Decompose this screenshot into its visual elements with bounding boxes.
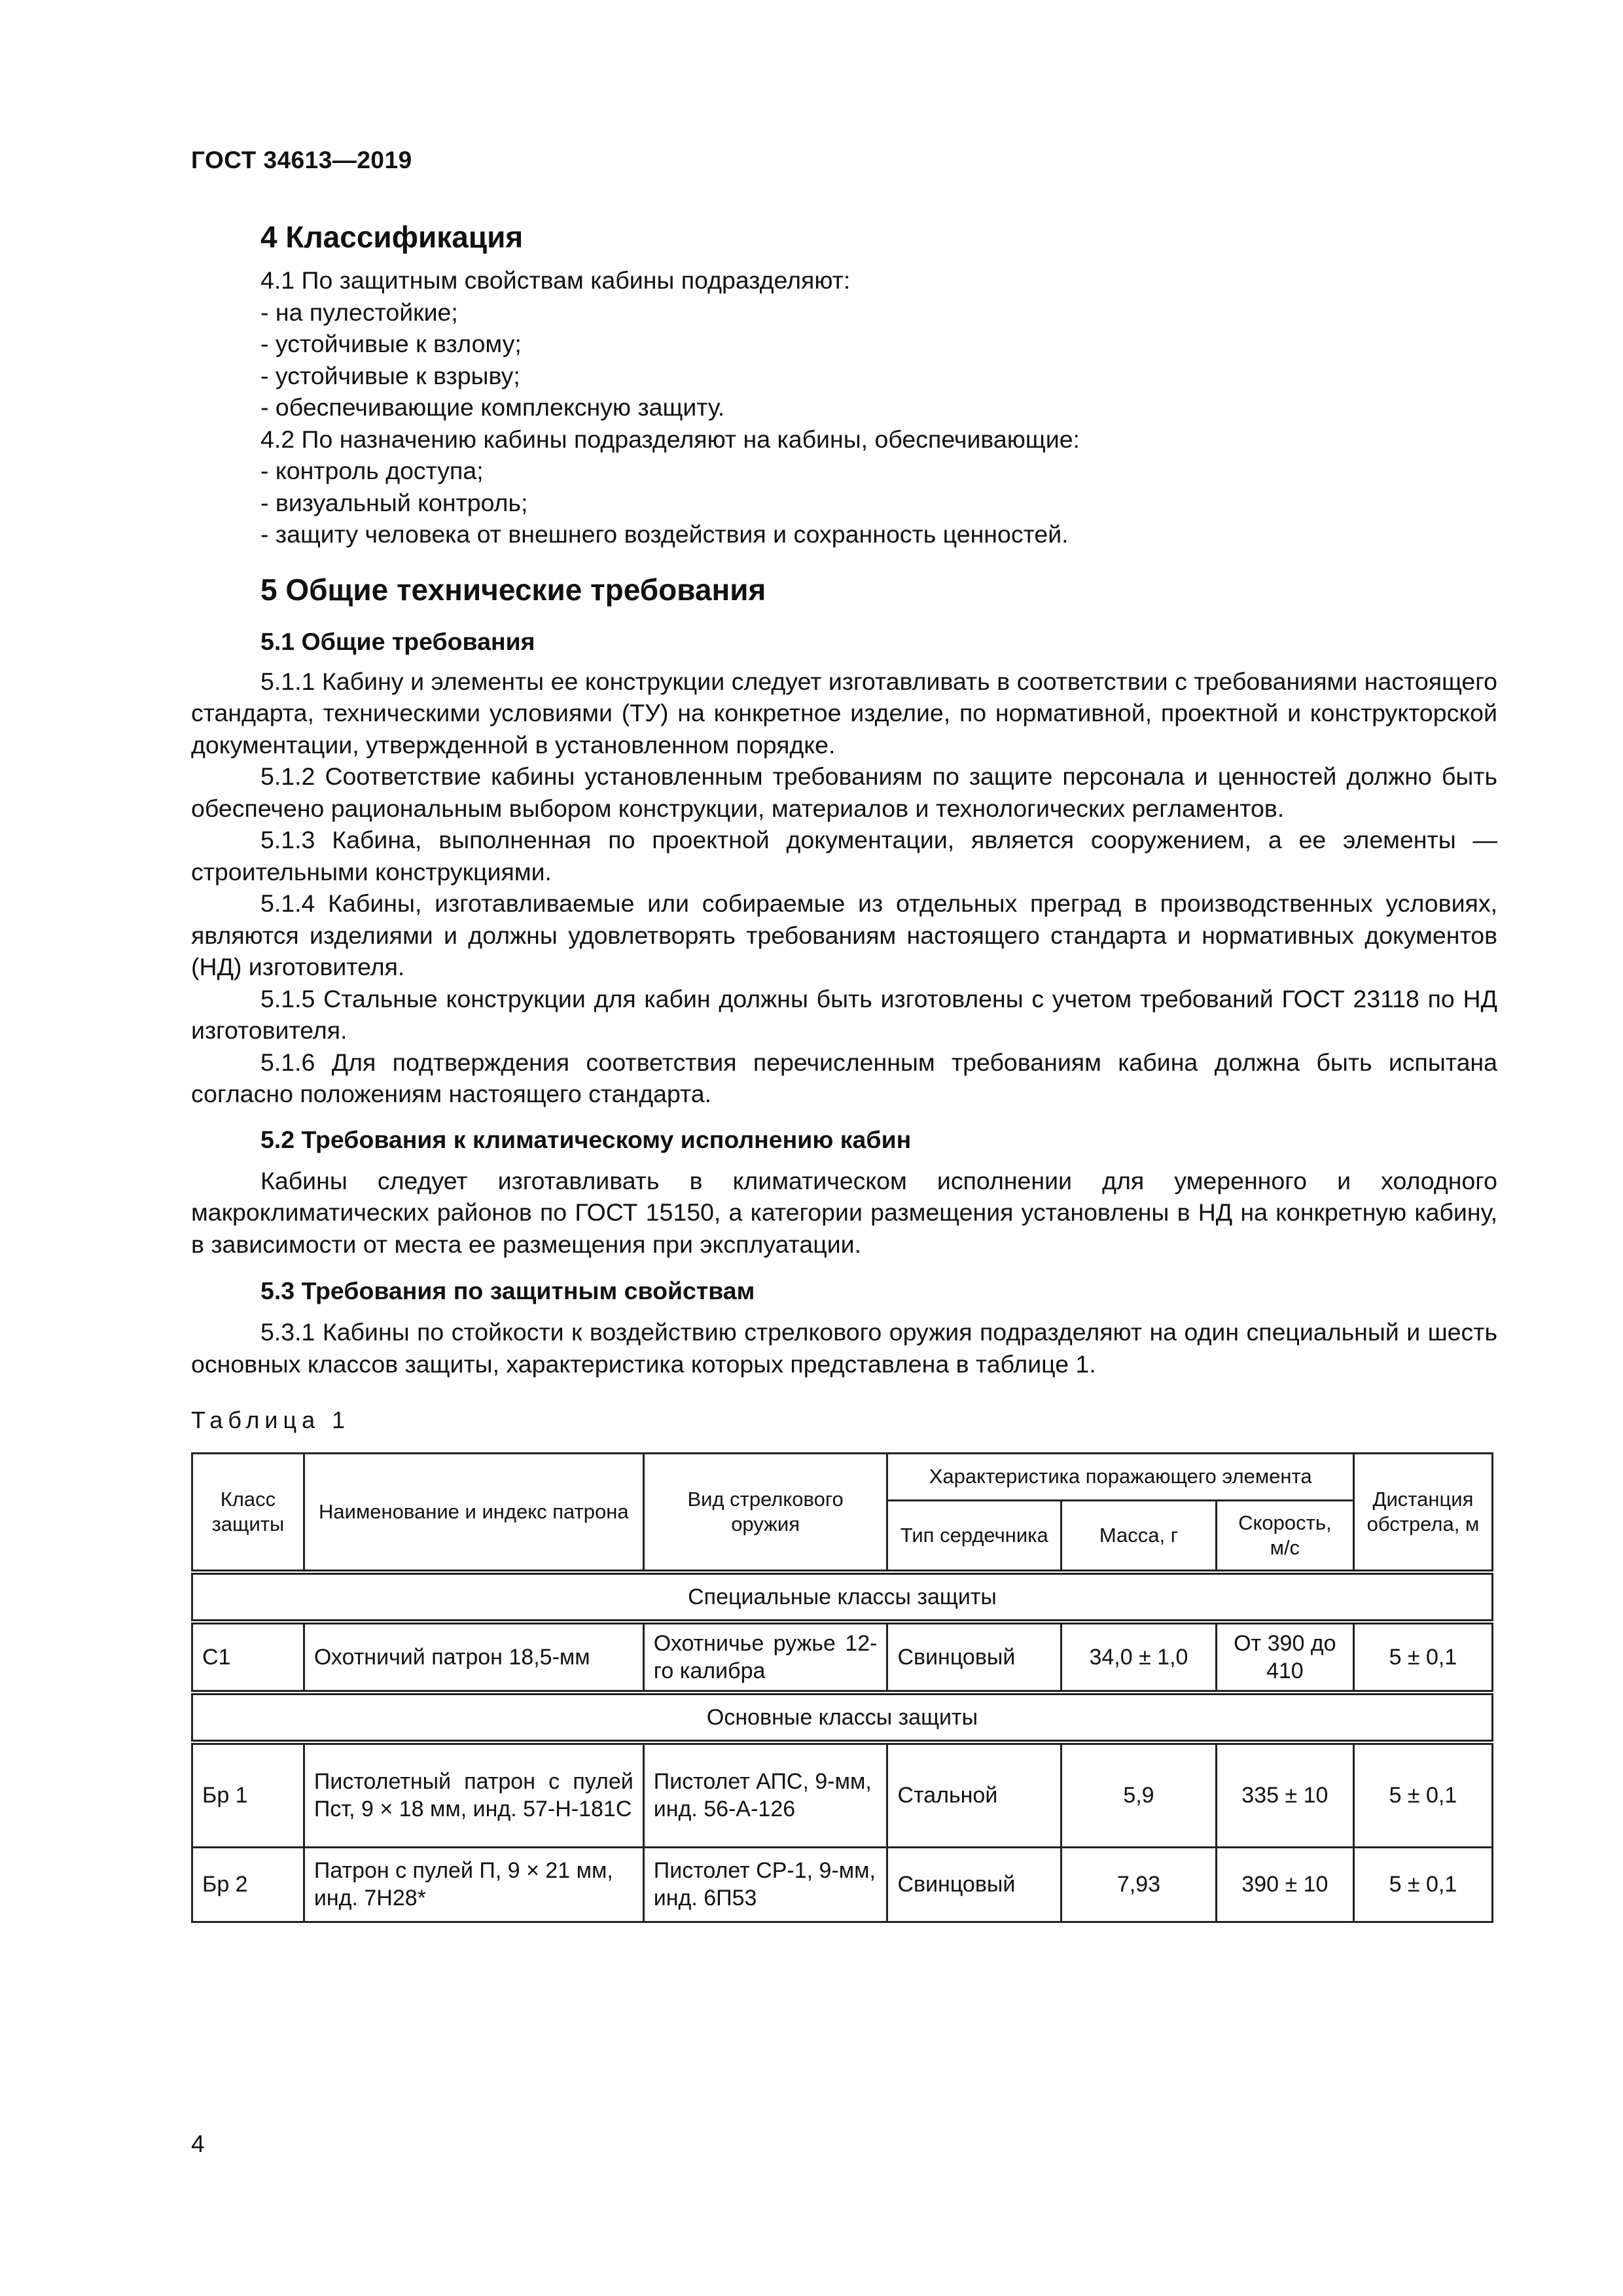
paragraph-5-1-6: 5.1.6 Для подтверждения соответствия перечисленным требованиям кабина должна быть испытана согласно положениям настоящего стандарта. xyxy=(191,1048,1497,1107)
cell-weapon: Пистолет СР-1, 9-мм, инд. 6П53 xyxy=(643,1847,887,1922)
paragraph-5-1-3: 5.1.3 Кабина, выполненная по проектной документации, является сооружением, а ее элементы — строительными конструкциями. xyxy=(191,826,1497,886)
group-row-basic: Основные классы защиты xyxy=(192,1693,1493,1742)
header-speed: Скорость, м/с xyxy=(1216,1500,1353,1572)
cell-distance: 5 ± 0,1 xyxy=(1353,1622,1492,1693)
cell-mass: 5,9 xyxy=(1061,1742,1217,1847)
paragraph-4-2: 4.2 По назначению кабины подразделяют на кабины, обеспечивающие: xyxy=(260,425,1080,453)
header-element-group: Характеристика поражающего элемента xyxy=(887,1453,1353,1500)
header-weapon: Вид стрелкового оружия xyxy=(643,1453,887,1572)
header-class: Класс защиты xyxy=(192,1453,304,1572)
cell-name: Пистолетный патрон с пулей Пст, 9 × 18 мм, инд. 57-Н-181С xyxy=(304,1742,643,1847)
header-name: Наименование и индекс патрона xyxy=(304,1453,643,1572)
table-caption: Таблица 1 xyxy=(191,1407,351,1433)
cell-core: Стальной xyxy=(887,1742,1061,1847)
table-row xyxy=(192,1742,1493,1847)
cell-distance: 5 ± 0,1 xyxy=(1353,1742,1492,1847)
header-mass: Масса, г xyxy=(1061,1500,1217,1572)
header-distance: Дистанция обстрела, м xyxy=(1353,1453,1492,1572)
cell-speed: 390 ± 10 xyxy=(1216,1847,1353,1922)
list-item: - обеспечивающие комплексную защиту. xyxy=(260,393,725,421)
page-content xyxy=(191,217,1497,1923)
cell-class: С1 xyxy=(192,1622,304,1693)
list-item: - на пулестойкие; xyxy=(260,298,458,326)
section-5-1-title: 5.1 Общие требования xyxy=(260,627,535,655)
paragraph-5-2: Кабины следует изготавливать в климатическом исполнении для умеренного и холодного макроклиматических районов по ГОСТ 15150, а категории размещения установлены в НД на конкретную кабину, в зависимости от места ее размещения при эксплуатации. xyxy=(191,1166,1497,1258)
table-row xyxy=(192,1847,1493,1922)
cell-mass: 7,93 xyxy=(1061,1847,1217,1922)
paragraph-5-1-4: 5.1.4 Кабины, изготавливаемые или собираемые из отдельных преград в производственных условиях, являются изделиями и должны удовлетворять требованиям настоящего стандарта и нормативных документов (НД) изготовителя. xyxy=(191,889,1497,980)
list-item: - устойчивые к взлому; xyxy=(260,330,522,357)
document-code: ГОСТ 34613—2019 xyxy=(191,147,412,173)
table-row xyxy=(192,1622,1493,1693)
paragraph-5-1-1: 5.1.1 Кабину и элементы ее конструкции следует изготавливать в соответствии с требованиями настоящего стандарта, техническими условиями (ТУ) на конкретное изделие, по нормативной, проектной и конструкторской документации, утвержденной в установленном порядке. xyxy=(191,667,1497,759)
paragraph-5-1-5: 5.1.5 Стальные конструкции для кабин должны быть изготовлены с учетом требований ГОСТ 23118 по НД изготовителя. xyxy=(191,984,1497,1044)
cell-speed: От 390 до 410 xyxy=(1216,1622,1353,1693)
cell-core: Свинцовый xyxy=(887,1847,1061,1922)
cell-mass: 34,0 ± 1,0 xyxy=(1061,1622,1217,1693)
section-5-2-title: 5.2 Требования к климатическому исполнению кабин xyxy=(260,1125,912,1153)
cell-class: Бр 2 xyxy=(192,1847,304,1922)
cell-name: Патрон с пулей П, 9 × 21 мм, инд. 7Н28* xyxy=(304,1847,643,1922)
cell-weapon: Пистолет АПС, 9-мм, инд. 56-А-126 xyxy=(643,1742,887,1847)
cell-distance: 5 ± 0,1 xyxy=(1353,1847,1492,1922)
section-4-title: 4 Классификация xyxy=(260,220,524,254)
cell-name: Охотничий патрон 18,5-мм xyxy=(304,1622,643,1693)
paragraph-5-3-1: 5.3.1 Кабины по стойкости к воздействию стрелкового оружия подразделяют на один специальный и шесть основных классов защиты, характеристика которых представлена в таблице 1. xyxy=(191,1318,1497,1378)
cell-core: Свинцовый xyxy=(887,1622,1061,1693)
list-item: - визуальный контроль; xyxy=(260,488,528,516)
table-1 xyxy=(191,1452,1493,1923)
section-5-title: 5 Общие технические требования xyxy=(260,572,766,607)
cell-class: Бр 1 xyxy=(192,1742,304,1847)
header-core: Тип сердечника xyxy=(887,1500,1061,1572)
page-number: 4 xyxy=(191,2130,205,2157)
list-item: - устойчивые к взрыву; xyxy=(260,361,520,389)
cell-speed: 335 ± 10 xyxy=(1216,1742,1353,1847)
cell-weapon: Охотничье ружье 12-го калибра xyxy=(643,1622,887,1693)
list-item: - контроль доступа; xyxy=(260,457,484,484)
paragraph-4-1: 4.1 По защитным свойствам кабины подразделяют: xyxy=(260,266,851,294)
section-5-3-title: 5.3 Требования по защитным свойствам xyxy=(260,1277,755,1304)
list-item: - защиту человека от внешнего воздействия и сохранность ценностей. xyxy=(260,520,1069,548)
paragraph-5-1-2: 5.1.2 Соответствие кабины установленным требованиям по защите персонала и ценностей должно быть обеспечено рациональным выбором конструкции, материалов и технологических регламентов. xyxy=(191,762,1497,822)
group-row-special: Специальные классы защиты xyxy=(192,1572,1493,1622)
